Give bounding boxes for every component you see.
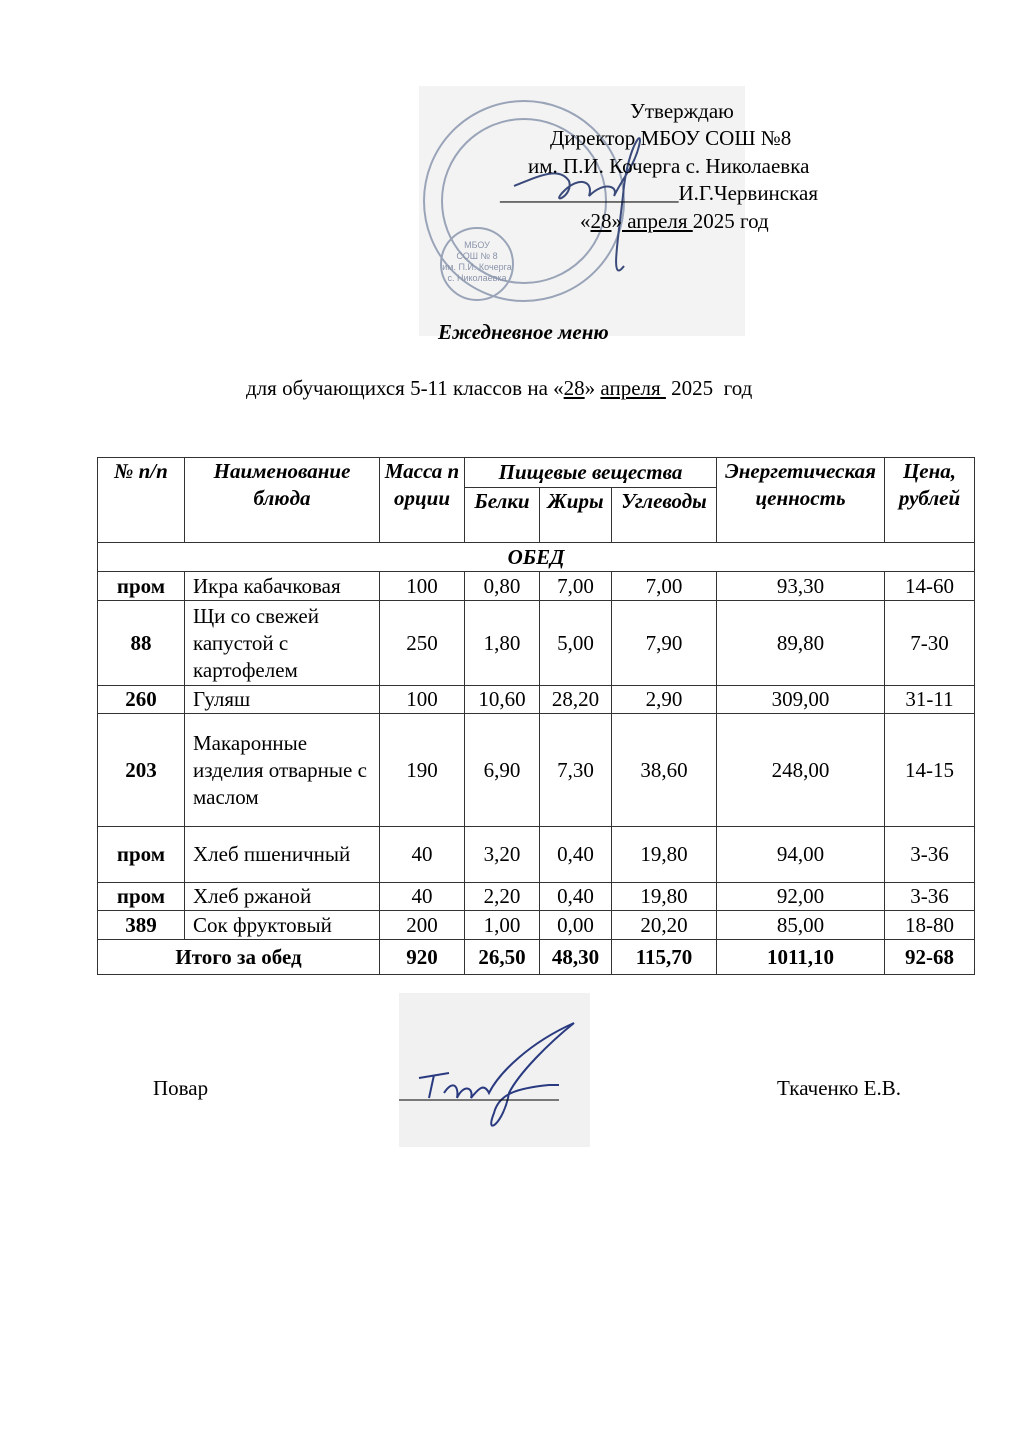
cell-fat: 7,30 xyxy=(540,714,612,827)
approval-heading: Утверждаю xyxy=(630,99,734,123)
cell-mass: 100 xyxy=(380,572,465,601)
cook-label: Повар xyxy=(153,1076,209,1100)
cell-carbs: 38,60 xyxy=(612,714,717,827)
total-mass: 920 xyxy=(380,940,465,975)
header-price: Цена, рублей xyxy=(885,458,975,543)
cell-fat: 5,00 xyxy=(540,601,612,686)
cell-energy: 92,00 xyxy=(717,883,885,911)
header-nutrients: Пищевые вещества xyxy=(465,458,717,488)
cell-carbs: 20,20 xyxy=(612,911,717,940)
cell-carbs: 19,80 xyxy=(612,827,717,883)
cell-num: пром xyxy=(98,827,185,883)
approval-signature-line: _________________И.Г.Червинская xyxy=(500,181,818,205)
cell-protein: 3,20 xyxy=(465,827,540,883)
table-row xyxy=(98,714,975,827)
table-row xyxy=(98,827,975,883)
cell-mass: 200 xyxy=(380,911,465,940)
cell-fat: 0,40 xyxy=(540,883,612,911)
cell-num: пром xyxy=(98,572,185,601)
svg-text:им. П.И. Кочерга: им. П.И. Кочерга xyxy=(442,262,512,272)
cell-fat: 28,20 xyxy=(540,686,612,714)
cell-protein: 1,00 xyxy=(465,911,540,940)
cell-energy: 94,00 xyxy=(717,827,885,883)
cell-fat: 7,00 xyxy=(540,572,612,601)
cell-carbs: 7,90 xyxy=(612,601,717,686)
header-num: № п/п xyxy=(98,458,185,543)
cell-mass: 40 xyxy=(380,883,465,911)
cell-energy: 309,00 xyxy=(717,686,885,714)
cell-protein: 1,80 xyxy=(465,601,540,686)
total-fat: 48,30 xyxy=(540,940,612,975)
cell-protein: 10,60 xyxy=(465,686,540,714)
svg-text:СОШ № 8: СОШ № 8 xyxy=(456,251,498,261)
cell-name: Икра кабачковая xyxy=(185,572,380,601)
cell-carbs: 19,80 xyxy=(612,883,717,911)
cell-carbs: 2,90 xyxy=(612,686,717,714)
director-name: И.Г.Червинская xyxy=(678,181,818,205)
table-row xyxy=(98,911,975,940)
menu-table xyxy=(97,457,975,975)
header-carbs: Углеводы xyxy=(612,488,717,543)
table-row xyxy=(98,686,975,714)
cell-num: 389 xyxy=(98,911,185,940)
cell-price: 31-11 xyxy=(885,686,975,714)
cell-carbs: 7,00 xyxy=(612,572,717,601)
section-lunch: ОБЕД xyxy=(98,543,975,572)
cell-protein: 6,90 xyxy=(465,714,540,827)
cell-num: 88 xyxy=(98,601,185,686)
svg-text:МБОУ: МБОУ xyxy=(464,240,490,250)
total-row xyxy=(98,940,975,975)
approval-date: «28» апреля 2025 год xyxy=(580,209,769,233)
cell-energy: 85,00 xyxy=(717,911,885,940)
cell-name: Хлеб ржаной xyxy=(185,883,380,911)
cell-mass: 190 xyxy=(380,714,465,827)
cell-num: пром xyxy=(98,883,185,911)
approval-school: им. П.И. Кочерга с. Николаевка xyxy=(528,154,810,178)
total-carbs: 115,70 xyxy=(612,940,717,975)
cell-name: Гуляш xyxy=(185,686,380,714)
cell-num: 260 xyxy=(98,686,185,714)
cell-name: Щи со свежей капустой с картофелем xyxy=(185,601,380,686)
total-label: Итого за обед xyxy=(98,940,380,975)
cell-price: 18-80 xyxy=(885,911,975,940)
cell-price: 3-36 xyxy=(885,883,975,911)
total-protein: 26,50 xyxy=(465,940,540,975)
cell-price: 7-30 xyxy=(885,601,975,686)
cell-price: 3-36 xyxy=(885,827,975,883)
cell-protein: 2,20 xyxy=(465,883,540,911)
cook-name: Ткаченко Е.В. xyxy=(777,1076,902,1100)
cell-name: Хлеб пшеничный xyxy=(185,827,380,883)
cell-protein: 0,80 xyxy=(465,572,540,601)
cell-energy: 248,00 xyxy=(717,714,885,827)
approval-position: Директор МБОУ СОШ №8 xyxy=(550,126,792,150)
cook-signature xyxy=(399,993,590,1147)
cell-fat: 0,00 xyxy=(540,911,612,940)
cell-price: 14-15 xyxy=(885,714,975,827)
cell-fat: 0,40 xyxy=(540,827,612,883)
total-energy: 1011,10 xyxy=(717,940,885,975)
header-protein: Белки xyxy=(465,488,540,543)
header-energy: Энергетическая ценность xyxy=(717,458,885,543)
header-mass: Масса порции xyxy=(380,458,465,543)
cell-num: 203 xyxy=(98,714,185,827)
cell-mass: 40 xyxy=(380,827,465,883)
header-fat: Жиры xyxy=(540,488,612,543)
cell-energy: 89,80 xyxy=(717,601,885,686)
table-row xyxy=(98,572,975,601)
svg-text:с. Николаевка: с. Николаевка xyxy=(447,273,507,283)
cell-name: Сок фруктовый xyxy=(185,911,380,940)
header-name: Наименование блюда xyxy=(185,458,380,543)
cell-energy: 93,30 xyxy=(717,572,885,601)
page-title: Ежедневное меню xyxy=(438,320,609,344)
total-price: 92-68 xyxy=(885,940,975,975)
page-subtitle: для обучающихся 5-11 классов на «28» апреля 2025 год xyxy=(246,376,753,400)
table-row xyxy=(98,601,975,686)
cell-price: 14-60 xyxy=(885,572,975,601)
cell-mass: 250 xyxy=(380,601,465,686)
table-row xyxy=(98,883,975,911)
cell-name: Макаронные изделия отварные с маслом xyxy=(185,714,380,827)
cell-mass: 100 xyxy=(380,686,465,714)
